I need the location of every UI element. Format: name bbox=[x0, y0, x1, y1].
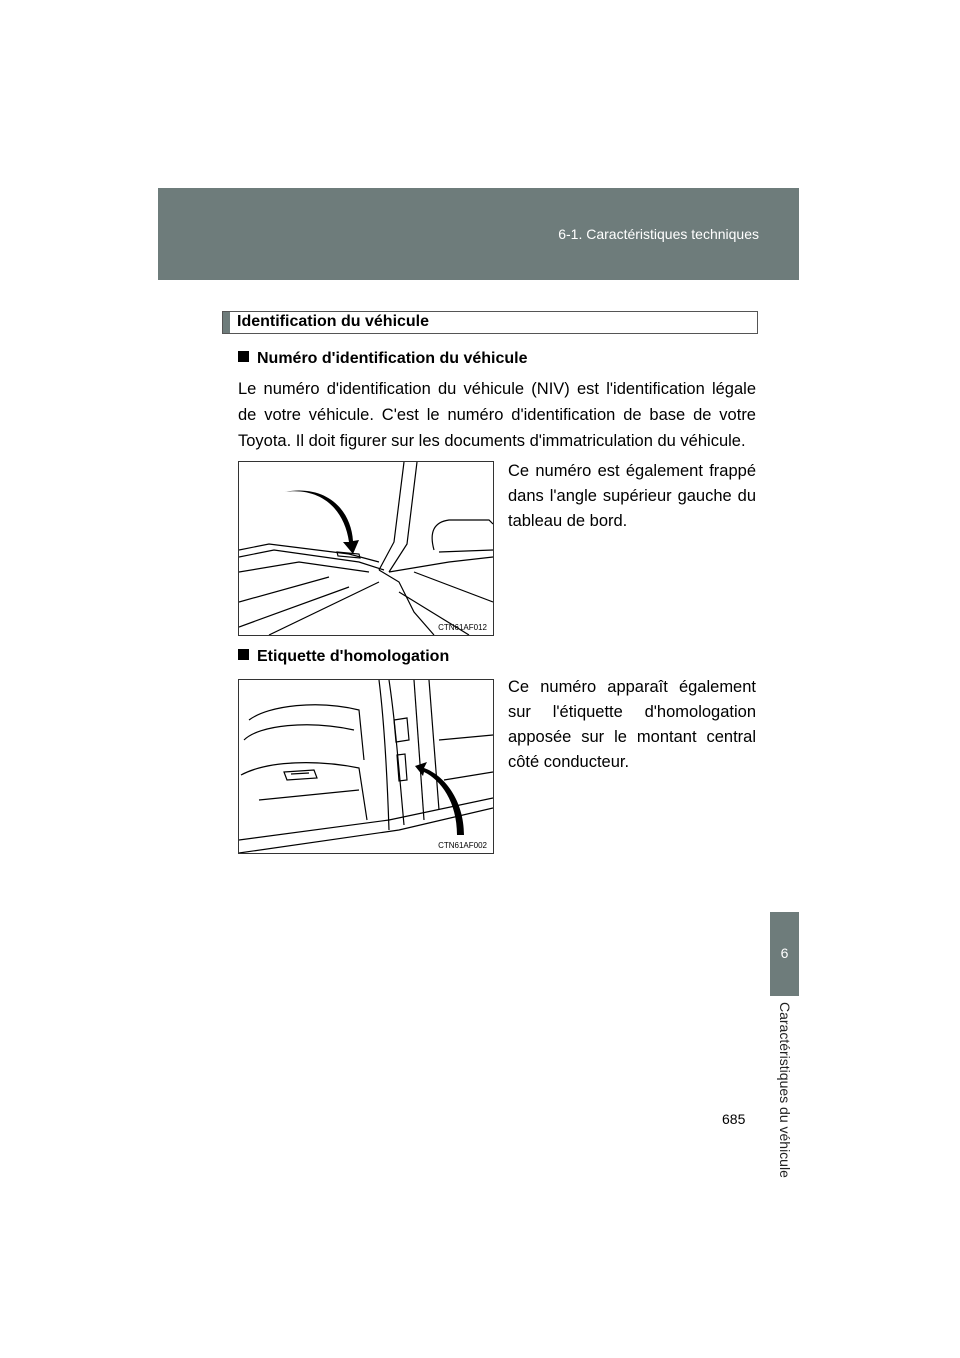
vin-side-text: Ce numéro est également frappé dans l'angle supérieur gauche du tableau de bord. bbox=[508, 462, 756, 530]
label-figure-pillar bbox=[238, 679, 494, 854]
figure-code: CTN61AF012 bbox=[438, 623, 487, 632]
label-side-text: Ce numéro apparaît également sur l'étiquette d'homologation apposée sur le montant central côté conducteur. bbox=[508, 678, 756, 771]
chapter-label: Caractéristiques du véhicule bbox=[777, 1002, 793, 1178]
bullet-square-icon bbox=[238, 351, 249, 362]
vin-heading bbox=[238, 350, 528, 368]
header-band bbox=[158, 188, 799, 280]
chapter-number: 6 bbox=[780, 945, 789, 961]
section-heading-bar bbox=[223, 312, 230, 333]
chapter-label-container bbox=[740, 1002, 830, 1178]
chapter-tab bbox=[770, 912, 799, 996]
vin-heading-text: Numéro d'identification du véhicule bbox=[257, 350, 528, 367]
vin-location-arrow-icon bbox=[284, 491, 359, 554]
label-heading-text: Etiquette d'homologation bbox=[257, 648, 450, 665]
dashboard-illustration bbox=[239, 462, 493, 635]
figure-code: CTN61AF002 bbox=[438, 841, 487, 850]
header-section-title: 6-1. Caractéristiques techniques bbox=[558, 226, 759, 242]
vin-figure-dashboard bbox=[238, 461, 494, 636]
pillar-illustration bbox=[239, 680, 493, 853]
section-title: Identification du véhicule bbox=[237, 313, 430, 330]
page-number: 685 bbox=[722, 1111, 746, 1127]
section-heading-box bbox=[222, 311, 758, 334]
vin-paragraph: Le numéro d'identification du véhicule (NIV) est l'identification légale de votre véhicule. C'est le numéro d'identification de base de votre Toyota. Il doit figurer sur les documents d'immatriculation du véhicule. bbox=[238, 380, 756, 450]
label-heading bbox=[238, 648, 449, 666]
bullet-square-icon bbox=[238, 649, 249, 660]
